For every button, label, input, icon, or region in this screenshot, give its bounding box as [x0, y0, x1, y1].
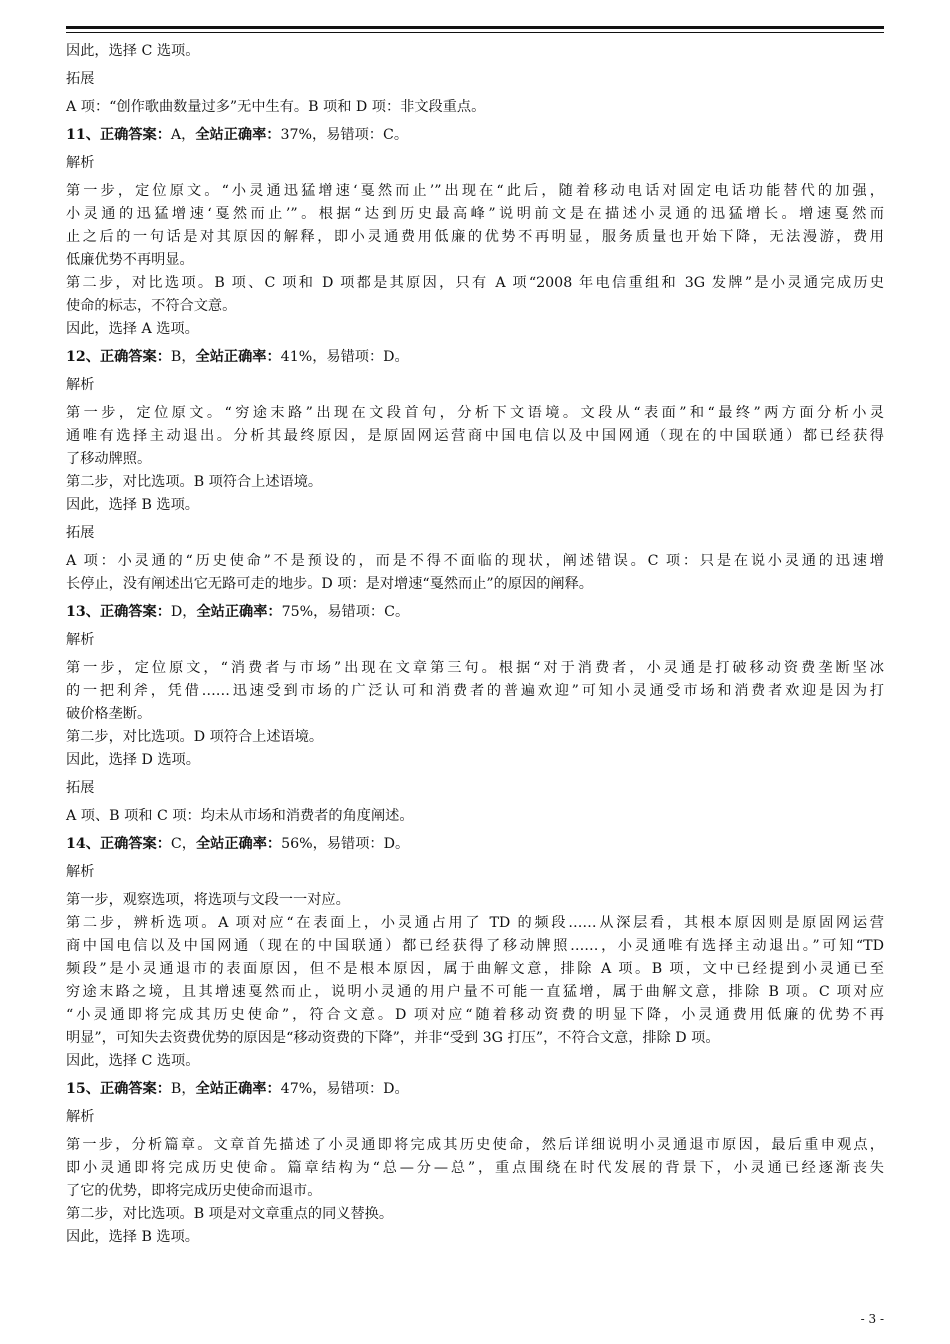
question-number: 13、 — [66, 604, 100, 620]
text-line: 低廉优势不再明显。 — [66, 252, 194, 268]
question-number: 12、 — [66, 349, 100, 365]
page-number: - 3 - — [860, 1312, 884, 1326]
accuracy-rate: 41% — [280, 349, 313, 365]
text-line: 拓展 — [66, 71, 95, 87]
text-line: 解析 — [66, 1109, 95, 1125]
correct-answer: C — [170, 836, 182, 852]
text-line: 了它的优势，即将完成历史使命而退市。 — [66, 1183, 322, 1199]
text-line: 拓展 — [66, 525, 95, 541]
answer-label: 正确答案： — [99, 604, 171, 620]
text-line: 破价格垄断。 — [66, 706, 152, 722]
accuracy-rate: 75% — [281, 604, 314, 620]
correct-answer: D — [170, 604, 183, 620]
answer-line: 13、正确答案：D，全站正确率：75%，易错项：C。 — [66, 604, 410, 620]
text-line: 解析 — [66, 155, 95, 171]
correct-answer: A — [170, 127, 182, 143]
text-line: 第一步，定位原文。“穷途末路”出现在文段首句，分析下文语境。文段从“表面”和“最终”两方面分析小灵 — [66, 405, 884, 421]
text-line: 第一步，定位原文。“小灵通迅猛增速‘戛然而止’”出现在“此后，随着移动电话对固定电话功能替代的加强， — [66, 183, 884, 199]
text-line: 第二步，对比选项。B 项是对文章重点的同义替换。 — [66, 1206, 394, 1222]
question-number: 15、 — [66, 1081, 100, 1097]
text-line: 了移动牌照。 — [66, 451, 152, 467]
text-line: 第一步，观察选项，将选项与文段一一对应。 — [66, 892, 350, 908]
answer-line: 15、正确答案：B，全站正确率：47%，易错项：D。 — [66, 1081, 409, 1097]
text-line: A 项：“创作歌曲数量过多”无中生有。B 项和 D 项：非文段重点。 — [66, 99, 486, 115]
text-line: 即小灵通即将完成历史使命。篇章结构为“总—分—总”，重点围绕在时代发展的背景下，小灵通已经逐渐丧失 — [66, 1160, 884, 1176]
accuracy-label: 全站正确率： — [195, 836, 282, 852]
answer-label: 正确答案： — [99, 349, 171, 365]
answer-label: 正确答案： — [99, 1081, 171, 1097]
question-number: 11、 — [66, 127, 100, 143]
text-line: 第一步，分析篇章。文章首先描述了小灵通即将完成其历史使命，然后详细说明小灵通退市原因，最后重申观点， — [66, 1137, 884, 1153]
text-line: 明显”，可知失去资费优势的原因是“移动资费的下降”，并非“受到 3G 打压”，不符合文意，排除 D 项。 — [66, 1030, 720, 1046]
answer-label: 正确答案： — [99, 836, 171, 852]
text-line: 止之后的一句话是对其原因的解释，即小灵通费用低廉的优势不再明显，服务质量也开始下降，无法漫游，费用 — [66, 229, 884, 245]
text-line: 解析 — [66, 864, 95, 880]
question-number: 14、 — [66, 836, 100, 852]
answer-line: 14、正确答案：C，全站正确率：56%，易错项：D。 — [66, 836, 410, 852]
text-line: “小灵通即将完成其历史使命”，符合文意。D 项对应“随着移动资费的明显下降，小灵通费用低廉的优势不再 — [66, 1007, 884, 1023]
text-line: 因此，选择 A 选项。 — [66, 321, 199, 337]
accuracy-label: 全站正确率： — [195, 127, 281, 143]
accuracy-rate: 37% — [280, 127, 313, 143]
text-line: 第一步，定位原文，“消费者与市场”出现在文章第三句。根据“对于消费者，小灵通是打破移动资费垄断坚冰 — [66, 660, 884, 676]
text-line: 因此，选择 D 选项。 — [66, 752, 200, 768]
text-line: 解析 — [66, 377, 95, 393]
common-error: 易错项：C。 — [327, 604, 410, 620]
text-line: 因此，选择 C 选项。 — [66, 43, 200, 59]
document-body — [66, 40, 884, 1249]
text-line: 拓展 — [66, 780, 95, 796]
correct-answer: B — [170, 1081, 182, 1097]
text-line: 长停止，没有阐述出它无路可走的地步。D 项：是对增速“戛然而止”的原因的阐释。 — [66, 576, 593, 592]
accuracy-label: 全站正确率： — [195, 349, 281, 365]
text-line: 因此，选择 B 选项。 — [66, 1229, 199, 1245]
text-line: 因此，选择 B 选项。 — [66, 497, 199, 513]
text-line: 商中国电信以及中国网通（现在的中国联通）都已经获得了移动牌照……，小灵通唯有选择主动退出。”可知“TD — [66, 938, 884, 954]
accuracy-rate: 47% — [280, 1081, 313, 1097]
accuracy-label: 全站正确率： — [196, 604, 282, 620]
text-line: 因此，选择 C 选项。 — [66, 1053, 200, 1069]
text-line: 穷途末路之境，且其增速戛然而止，说明小灵通的用户量不可能一直猛增，属于曲解文意，排除 B 项。C 项对应 — [66, 984, 884, 1000]
text-line: 使命的标志，不符合文意。 — [66, 298, 237, 314]
text-line: 第二步，对比选项。B 项符合上述语境。 — [66, 474, 323, 490]
header-rule-thin — [66, 32, 884, 33]
text-line: 的一把利斧，凭借……迅速受到市场的广泛认可和消费者的普遍欢迎”可知小灵通受市场和消费者欢迎是因为打 — [66, 683, 884, 699]
answer-label: 正确答案： — [99, 127, 171, 143]
common-error: 易错项：D。 — [326, 349, 409, 365]
text-line: 解析 — [66, 632, 95, 648]
text-line: 第二步，对比选项。D 项符合上述语境。 — [66, 729, 324, 745]
text-line: 第二步，辨析选项。A 项对应“在表面上，小灵通占用了 TD 的频段……从深层看，其根本原因则是原固网运营 — [66, 915, 884, 931]
text-line: 通唯有选择主动退出。分析其最终原因，是原固网运营商中国电信以及中国网通（现在的中国联通）都已经获得 — [66, 428, 884, 444]
answer-line: 11、正确答案：A，全站正确率：37%，易错项：C。 — [66, 127, 409, 143]
text-line: 第二步，对比选项。B 项、C 项和 D 项都是其原因，只有 A 项“2008 年电信重组和 3G 发牌”是小灵通完成历史 — [66, 275, 884, 291]
text-line: A 项：小灵通的“历史使命”不是预设的，而是不得不面临的现状，阐述错误。C 项：只是在说小灵通的迅速增 — [66, 553, 884, 569]
accuracy-rate: 56% — [281, 836, 313, 852]
accuracy-label: 全站正确率： — [195, 1081, 281, 1097]
header-rule-thick — [66, 26, 884, 29]
common-error: 易错项：D。 — [326, 836, 410, 852]
common-error: 易错项：C。 — [326, 127, 409, 143]
correct-answer: B — [170, 349, 182, 365]
text-line: A 项、B 项和 C 项：均未从市场和消费者的角度阐述。 — [66, 808, 414, 824]
text-line: 小灵通的迅猛增速‘戛然而止’”。根据“达到历史最高峰”说明前文是在描述小灵通的迅猛增长。增速戛然而 — [66, 206, 884, 222]
text-line: 频段”是小灵通退市的表面原因，但不是根本原因，属于曲解文意，排除 A 项。B 项，文中已经提到小灵通已至 — [66, 961, 884, 977]
answer-line: 12、正确答案：B，全站正确率：41%，易错项：D。 — [66, 349, 409, 365]
common-error: 易错项：D。 — [326, 1081, 409, 1097]
